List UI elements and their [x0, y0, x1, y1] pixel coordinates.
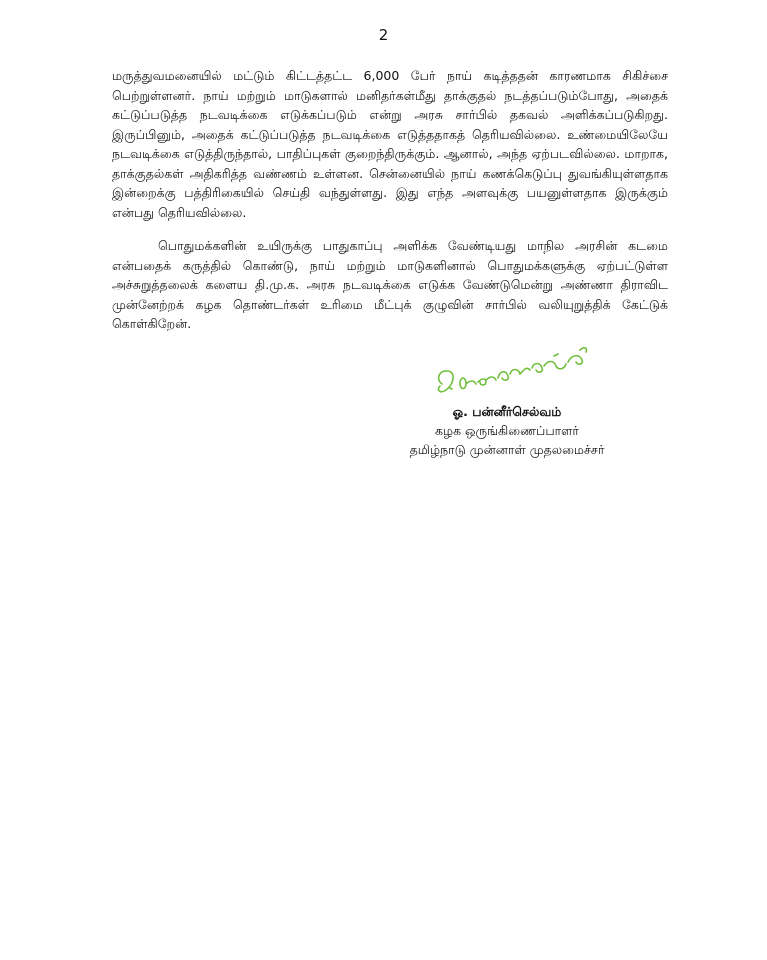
signatory-former-post: தமிழ்நாடு முன்னாள் முதலமைச்சர் — [409, 442, 605, 457]
paragraph-1: மருத்துவமனையில் மட்டும் கிட்டத்தட்ட 6,000 பேர் நாய் கடித்ததன் காரணமாக சிகிச்சை பெற்றுள்ளனர். நாய் மற்றும் மாடுகளால் மனிதர்கள்மீது தாக்குதல் நடத்தப்படும்போது, அதைக் கட்டுப்படுத்த நடவடிக்கை எடுக்கப்படும் என்று அரசு சார்பில் தகவல் அளிக்கப்படுகிறது. இருப்பினும், அதைக் கட்டுப்படுத்த நடவடிக்கை எடுத்ததாகத் தெரியவில்லை. உண்மையிலேயே நடவடிக்கை எடுத்திருந்தால், பாதிப்புகள் குறைந்திருக்கும். ஆனால், அந்த ஏற்படவில்லை. மாறாக, தாக்குதல்கள் அதிகரித்த வண்ணம் உள்ளன. சென்னையில் நாய் கணக்கெடுப்பு துவங்கியுள்ளதாக இன்றைக்கு பத்திரிகையில் செய்தி வந்துள்ளது. இது எந்த அளவுக்கு பயனுள்ளதாக இருக்கும் என்பது தெரியவில்லை. — [112, 68, 668, 220]
letter-body — [112, 66, 668, 334]
handwritten-signature — [430, 340, 600, 402]
signatory-name: ஓ. பன்னீர்செல்வம் — [452, 404, 562, 419]
paragraph-2: பொதுமக்களின் உயிருக்கு பாதுகாப்பு அளிக்க வேண்டியது மாநில அரசின் கடமை என்பதைக் கருத்தில் கொண்டு, நாய் மற்றும் மாடுகளினால் பொதுமக்களுக்கு ஏற்பட்டுள்ள அச்சுறுத்தலைக் களைய தி.மு.க. அரசு நடவடிக்கை எடுக்க வேண்டுமென்று அண்ணா திராவிட முன்னேற்றக் கழக தொண்டர்கள் உரிமை மீட்புக் குழுவின் சார்பில் வலியுறுத்திக் கேட்டுக் கொள்கிறேன். — [112, 238, 668, 331]
signatory-title: கழக ஒருங்கிணைப்பாளர் — [435, 423, 579, 438]
signature-block — [372, 402, 642, 459]
page-number: 2 — [378, 26, 389, 44]
